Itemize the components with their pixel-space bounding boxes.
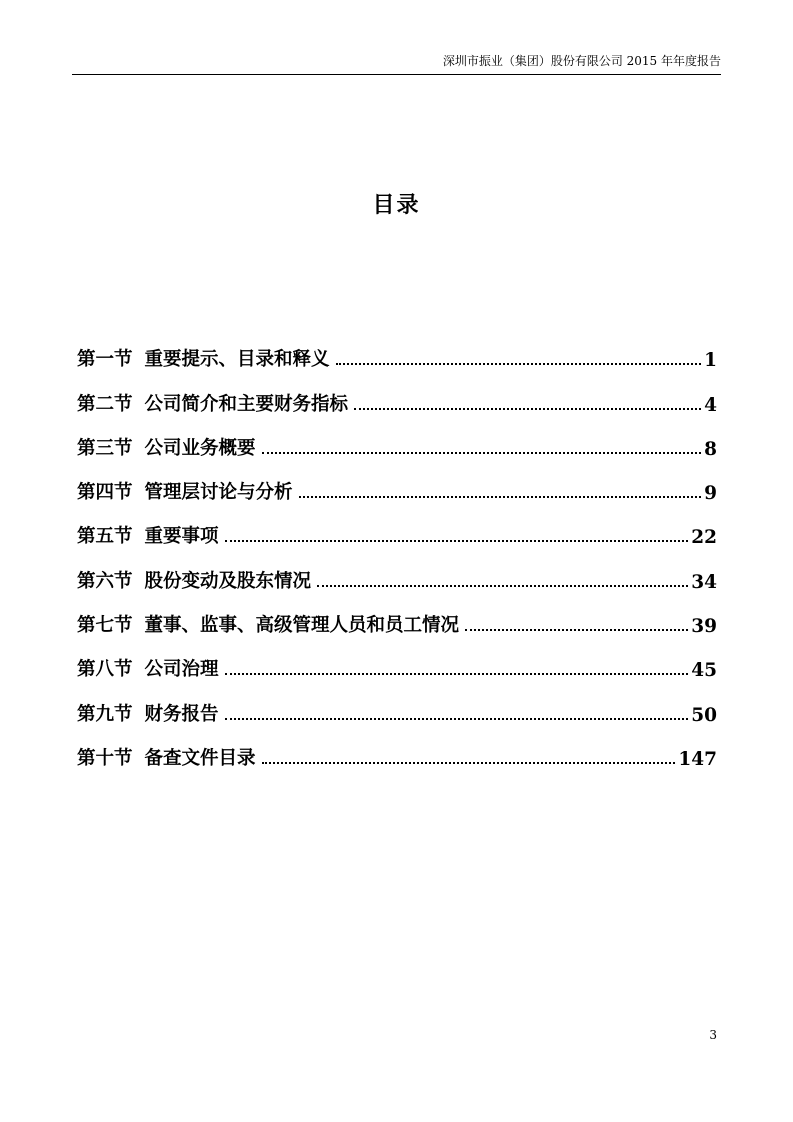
toc-title: 目录 [372,193,421,218]
toc-list [77,327,717,770]
toc-section-name: 备查文件目录 [144,747,256,769]
page-number: 3 [709,1028,717,1042]
toc-dot-leader [336,362,702,365]
toc-page-number: 1 [704,350,717,372]
toc-section-label: 第九节 [77,703,133,725]
toc-entry-9[interactable] [77,681,717,725]
toc-section-name: 管理层讨论与分析 [144,482,293,504]
toc-page-number: 9 [704,483,717,505]
toc-dot-leader [465,628,688,631]
toc-section-label: 第十节 [77,747,133,769]
toc-section-label: 第四节 [77,482,133,504]
toc-section-name: 重要提示、目录和释义 [144,349,330,371]
toc-dot-leader [225,539,689,542]
toc-dot-leader [225,717,689,720]
toc-section-name: 公司治理 [144,659,219,681]
toc-entry-5[interactable] [77,504,717,548]
toc-entry-2[interactable] [77,371,717,415]
toc-entry-7[interactable] [77,593,717,637]
toc-page-number: 34 [691,571,717,593]
toc-dot-leader [262,451,702,454]
toc-page-number: 45 [691,660,717,682]
toc-dot-leader [262,761,676,764]
running-header [72,52,721,75]
toc-section-label: 第一节 [77,349,133,371]
toc-entry-3[interactable] [77,416,717,460]
toc-section-label: 第六节 [77,570,133,592]
toc-section-name: 股份变动及股东情况 [144,570,312,592]
toc-page-number: 8 [704,438,717,460]
toc-dot-leader [299,495,702,498]
toc-section-label: 第八节 [77,659,133,681]
toc-section-name: 重要事项 [144,526,219,548]
toc-page-number: 39 [691,616,717,638]
toc-section-label: 第二节 [77,393,133,415]
toc-page-number: 22 [691,527,717,549]
toc-page-number: 147 [678,748,717,770]
toc-section-name: 公司业务概要 [144,437,256,459]
toc-section-name: 财务报告 [144,703,219,725]
toc-dot-leader [317,584,688,587]
toc-section-label: 第七节 [77,615,133,637]
toc-page-number: 4 [704,394,717,416]
toc-page-number: 50 [691,704,717,726]
toc-section-label: 第五节 [77,526,133,548]
toc-dot-leader [354,407,701,410]
toc-section-label: 第三节 [77,437,133,459]
toc-entry-4[interactable] [77,460,717,504]
toc-entry-1[interactable] [77,327,717,371]
toc-dot-leader [225,672,689,675]
toc-section-name: 公司简介和主要财务指标 [144,393,349,415]
toc-section-name: 董事、监事、高级管理人员和员工情况 [144,615,460,637]
toc-entry-6[interactable] [77,548,717,592]
toc-entry-8[interactable] [77,637,717,681]
toc-entry-10[interactable] [77,726,717,770]
running-header-title: 深圳市振业（集团）股份有限公司 2015 年年度报告 [442,54,721,68]
